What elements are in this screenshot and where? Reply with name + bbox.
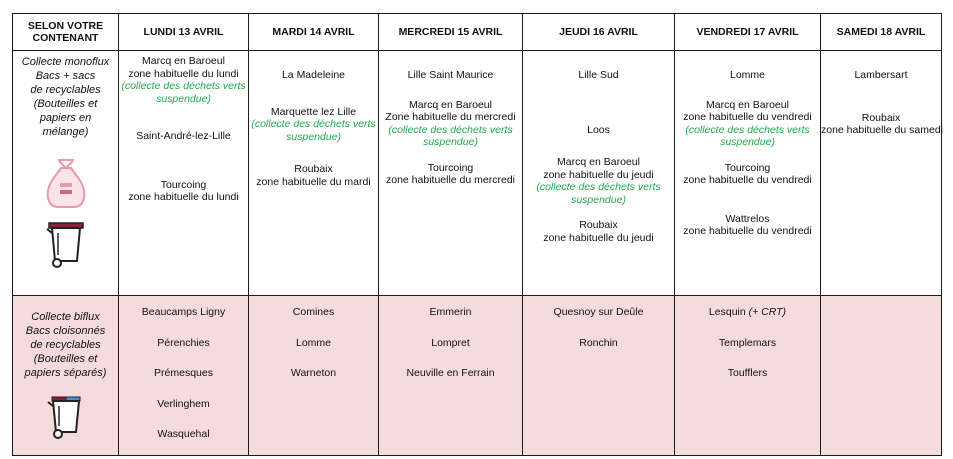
monoflux-row: [13, 51, 942, 296]
biflux-label-line: Collecte biflux: [31, 311, 100, 323]
commune-entry: [523, 69, 674, 82]
commune-name: Prémesques: [154, 367, 213, 379]
commune-name: La Madeleine: [281, 69, 346, 81]
monoflux-label-line: papiers en: [39, 112, 92, 124]
commune-entry: [675, 162, 820, 187]
commune-name: Lomme: [295, 336, 331, 349]
commune-entry: [119, 130, 248, 143]
commune-entry: [821, 69, 941, 82]
commune-entry: [379, 162, 522, 187]
commune-name: Lomme: [729, 69, 765, 81]
zone-text: zone habituelle du vendredi: [683, 225, 812, 237]
commune-entry: [523, 219, 674, 244]
crt-note: (+ CRT): [748, 306, 787, 318]
commune-name: Marcq en Baroeul: [142, 55, 225, 67]
commune-entry: [821, 111, 944, 137]
tuesday-monoflux-cell: [249, 51, 379, 296]
commune-name: Tourcoing: [724, 161, 771, 174]
zone-text: zone habituelle du vendredi: [683, 174, 812, 186]
monoflux-label-cell: [13, 51, 119, 296]
monday-monoflux-cell: [119, 51, 249, 296]
commune-name: Tourcoing: [160, 178, 207, 191]
recycling-bag-icon: [43, 157, 89, 209]
commune-name: Lompret: [431, 336, 470, 349]
commune-name: Loos: [587, 123, 610, 136]
biflux-label-cell: [13, 296, 119, 456]
commune-name: Marcq en Baroeul: [706, 98, 789, 111]
zone-text: zone habituelle du lundi: [128, 67, 239, 80]
commune-entry: [675, 306, 820, 319]
biflux-label: [13, 300, 118, 380]
commune-name: Saint-André-lez-Lille: [136, 130, 231, 142]
commune-name: Wasquehal: [157, 428, 210, 440]
commune-entry: [379, 69, 522, 82]
monoflux-label: [13, 55, 118, 139]
commune-name: Wattrelos: [725, 212, 770, 225]
biflux-label-line: de recyclables: [30, 339, 101, 351]
split-recycling-bin-icon: [46, 394, 86, 440]
wednesday-monoflux-cell: [379, 51, 523, 296]
recycling-bin-icon: [45, 219, 87, 269]
header-tuesday: MARDI 14 AVRIL: [249, 14, 379, 51]
commune-name: Quesnoy sur Deûle: [553, 306, 644, 318]
commune-name: Lille Saint Maurice: [407, 69, 494, 81]
zone-text: zone habituelle du lundi: [128, 191, 239, 203]
monoflux-label-line: de recyclables: [30, 84, 101, 96]
commune-name: Marcq en Baroeul: [557, 156, 640, 168]
commune-entry: [249, 69, 378, 82]
zone-text: zone habituelle du mercredi: [386, 174, 515, 186]
friday-biflux-cell: [675, 296, 821, 456]
commune-entry: [119, 179, 248, 204]
header-row: [13, 14, 942, 51]
monoflux-label-line: mélange): [42, 126, 89, 138]
commune-entry: [523, 156, 674, 206]
collection-schedule-table: [12, 13, 942, 456]
header-container-line1: SELON VOTRE: [27, 20, 104, 32]
header-container: [13, 14, 119, 51]
biflux-label-line: papiers séparés): [24, 367, 107, 379]
monoflux-label-line: (Bouteilles et: [33, 98, 98, 110]
thursday-biflux-cell: [523, 296, 675, 456]
zone-text: zone habituelle du jeudi: [543, 168, 654, 181]
commune-entry: [675, 99, 820, 149]
biflux-label-line: Bacs cloisonnés: [25, 325, 106, 337]
commune-name: Roubaix: [861, 111, 901, 124]
commune-name: Ronchin: [579, 336, 618, 349]
monoflux-label-line: Collecte monoflux: [21, 56, 110, 68]
wednesday-biflux-cell: [379, 296, 523, 456]
zone-text: zone habituelle du jeudi: [543, 231, 654, 244]
commune-name: Pérenchies: [157, 336, 210, 349]
saturday-monoflux-cell: [821, 51, 942, 296]
green-waste-note: (collecte des déchets verts suspendue): [388, 123, 513, 148]
commune-name: Marcq en Baroeul: [409, 98, 492, 111]
zone-text: zone habituelle du samedi: [821, 124, 944, 136]
commune-name: Roubaix: [579, 219, 618, 231]
header-container-line2: CONTENANT: [32, 32, 99, 44]
header-saturday: SAMEDI 18 AVRIL: [821, 14, 942, 51]
commune-name: Comines: [292, 306, 335, 318]
commune-name: Lambersart: [854, 69, 908, 81]
commune-name: Tourcoing: [427, 161, 474, 174]
commune-name: Toufflers: [727, 367, 768, 379]
thursday-monoflux-cell: [523, 51, 675, 296]
header-wednesday: MERCREDI 15 AVRIL: [379, 14, 523, 51]
commune-entry: [675, 213, 820, 238]
monoflux-label-line: Bacs + sacs: [35, 70, 96, 82]
commune-name: Templemars: [718, 336, 777, 349]
green-waste-note: (collecte des déchets verts suspendue): [121, 80, 246, 105]
header-thursday: JEUDI 16 AVRIL: [523, 14, 675, 51]
biflux-label-line: (Bouteilles et: [33, 353, 98, 365]
commune-entry: [379, 99, 522, 149]
commune-name: Emmerin: [429, 306, 472, 318]
commune-entry: [249, 106, 378, 144]
tuesday-biflux-cell: [249, 296, 379, 456]
commune-name: Verlinghem: [157, 397, 210, 410]
saturday-biflux-cell: [821, 296, 942, 456]
commune-name: Lille Sud: [578, 69, 619, 81]
commune-entry: [119, 55, 248, 105]
header-friday: VENDREDI 17 AVRIL: [675, 14, 821, 51]
commune-entry: [675, 69, 820, 82]
biflux-row: [13, 296, 942, 456]
green-waste-note: (collecte des déchets verts suspendue): [251, 118, 376, 143]
commune-name: Roubaix: [294, 163, 333, 175]
zone-text: zone habituelle du mardi: [256, 175, 371, 188]
friday-monoflux-cell: [675, 51, 821, 296]
commune-name: Lesquin: [708, 306, 746, 318]
commune-name: Marquette lez Lille: [270, 105, 357, 118]
commune-name: Neuville en Ferrain: [406, 367, 495, 379]
green-waste-note: (collecte des déchets verts suspendue): [536, 181, 661, 206]
commune-name: Warneton: [290, 367, 337, 379]
commune-name: Beaucamps Ligny: [141, 306, 226, 318]
commune-entry: [523, 124, 674, 137]
monday-biflux-cell: [119, 296, 249, 456]
green-waste-note: (collecte des déchets verts suspendue): [685, 123, 810, 148]
zone-text: Zone habituelle du mercredi: [385, 111, 516, 123]
commune-entry: [249, 163, 378, 188]
zone-text: zone habituelle du vendredi: [683, 111, 812, 123]
header-monday: LUNDI 13 AVRIL: [119, 14, 249, 51]
